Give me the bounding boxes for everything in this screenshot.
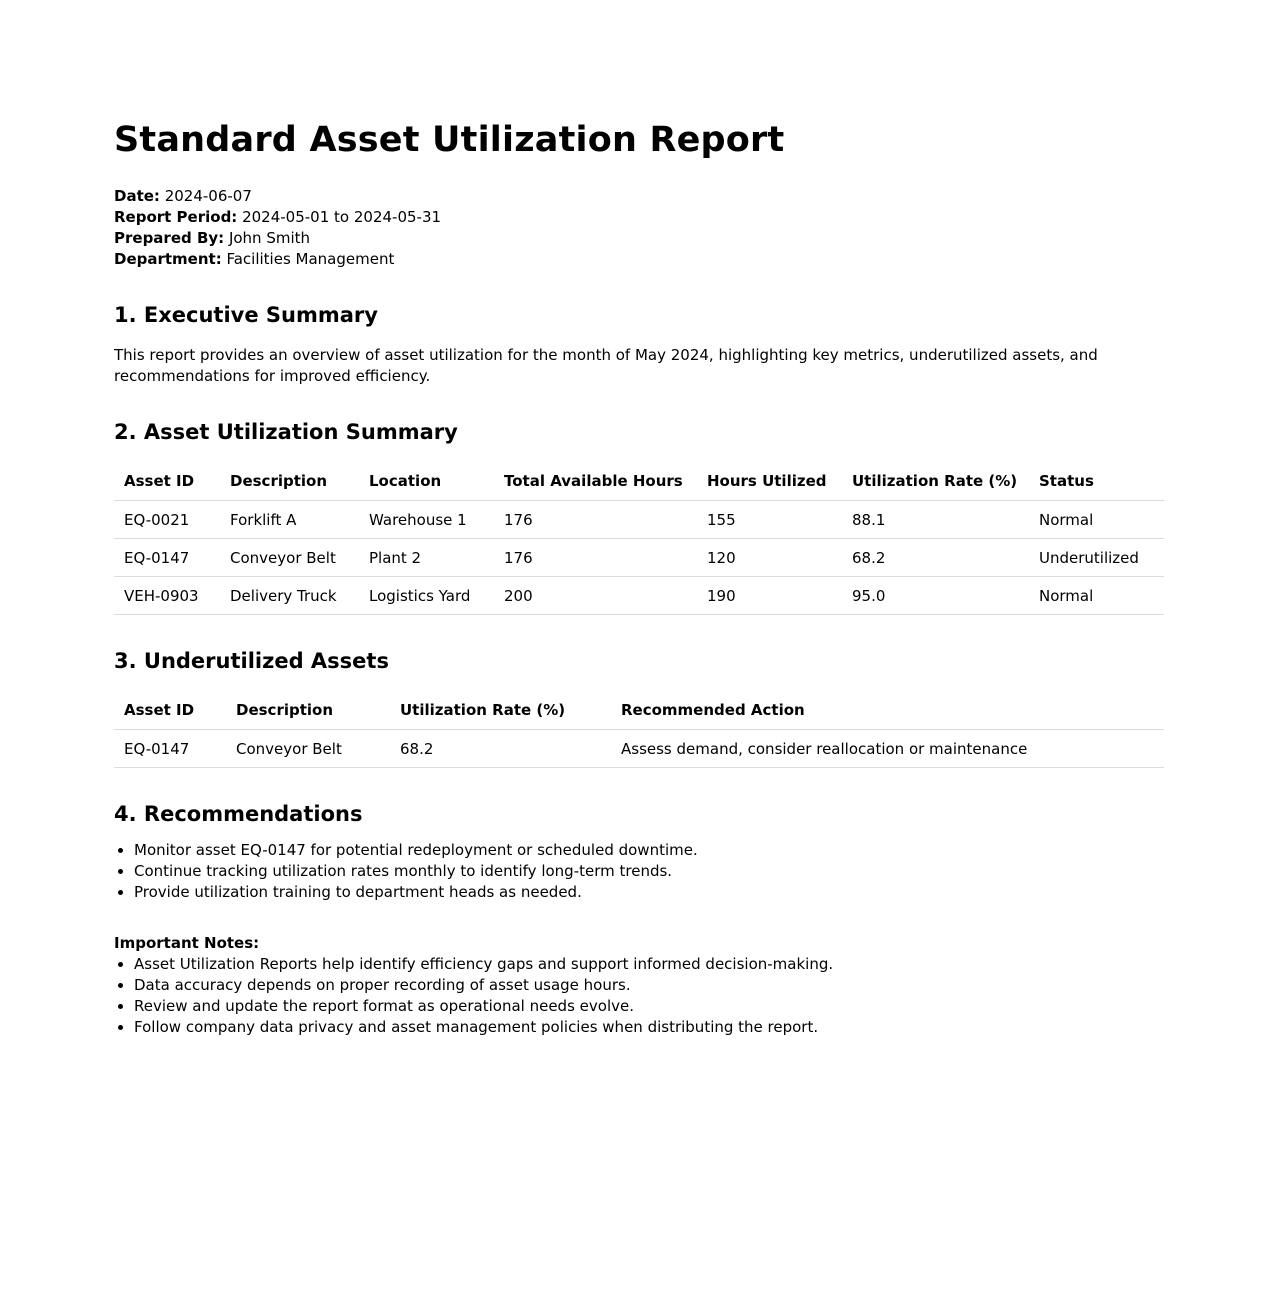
col-hours-utilized: Hours Utilized xyxy=(697,462,842,501)
cell-utilization-rate: 68.2 xyxy=(390,730,611,768)
cell-asset-id: VEH-0903 xyxy=(114,577,220,615)
cell-status: Normal xyxy=(1029,577,1164,615)
notes-title: Important Notes: xyxy=(114,934,260,952)
meta-department xyxy=(114,249,1164,270)
recommendations-heading: 4. Recommendations xyxy=(114,802,363,826)
cell-description: Delivery Truck xyxy=(220,577,359,615)
cell-status: Underutilized xyxy=(1029,539,1164,577)
col-asset-id: Asset ID xyxy=(114,691,226,730)
table-row xyxy=(114,539,1164,577)
cell-status: Normal xyxy=(1029,501,1164,539)
meta-prepared-label: Prepared By: xyxy=(114,229,225,247)
col-location: Location xyxy=(359,462,494,501)
list-item: • Data accuracy depends on proper recording of asset usage hours. xyxy=(134,975,1164,996)
col-status: Status xyxy=(1029,462,1164,501)
list-item: • Continue tracking utilization rates monthly to identify long-term trends. xyxy=(134,861,1164,882)
cell-asset-id: EQ-0147 xyxy=(114,539,220,577)
list-item: • Review and update the report format as operational needs evolve. xyxy=(134,996,1164,1017)
table-row xyxy=(114,730,1164,768)
cell-total-hours: 176 xyxy=(494,539,697,577)
important-notes xyxy=(114,933,1164,1038)
notes-list xyxy=(114,954,1164,1038)
recommendations-list xyxy=(114,840,1164,903)
meta-period-value: 2024-05-01 to 2024-05-31 xyxy=(242,208,442,226)
utilization-summary-heading: 2. Asset Utilization Summary xyxy=(114,420,458,444)
utilization-table xyxy=(114,462,1164,615)
cell-asset-id: EQ-0021 xyxy=(114,501,220,539)
meta-date xyxy=(114,186,1164,207)
cell-location: Plant 2 xyxy=(359,539,494,577)
cell-recommended-action: Assess demand, consider reallocation or maintenance xyxy=(611,730,1164,768)
cell-utilization-rate: 88.1 xyxy=(842,501,1029,539)
col-description: Description xyxy=(220,462,359,501)
col-description: Description xyxy=(226,691,390,730)
cell-description: Forklift A xyxy=(220,501,359,539)
list-item: • Asset Utilization Reports help identify efficiency gaps and support informed decision-making. xyxy=(134,954,1164,975)
meta-dept-label: Department: xyxy=(114,250,222,268)
col-utilization-rate: Utilization Rate (%) xyxy=(842,462,1029,501)
col-recommended-action: Recommended Action xyxy=(611,691,1164,730)
meta-date-label: Date: xyxy=(114,187,160,205)
meta-date-value: 2024-06-07 xyxy=(164,187,252,205)
underutilized-table-header xyxy=(114,691,1164,730)
list-item: • Monitor asset EQ-0147 for potential redeployment or scheduled downtime. xyxy=(134,840,1164,861)
cell-total-hours: 176 xyxy=(494,501,697,539)
cell-location: Logistics Yard xyxy=(359,577,494,615)
meta-prepared-value: John Smith xyxy=(228,229,311,247)
underutilized-table xyxy=(114,691,1164,768)
table-row xyxy=(114,577,1164,615)
cell-description: Conveyor Belt xyxy=(226,730,390,768)
cell-utilization-rate: 95.0 xyxy=(842,577,1029,615)
meta-dept-value: Facilities Management xyxy=(226,250,395,268)
cell-location: Warehouse 1 xyxy=(359,501,494,539)
cell-total-hours: 200 xyxy=(494,577,697,615)
executive-summary-heading: 1. Executive Summary xyxy=(114,303,378,327)
underutilized-assets-heading: 3. Underutilized Assets xyxy=(114,649,389,673)
page-title: Standard Asset Utilization Report xyxy=(114,120,785,160)
cell-hours-utilized: 190 xyxy=(697,577,842,615)
list-item: • Provide utilization training to department heads as needed. xyxy=(134,882,1164,903)
utilization-table-header xyxy=(114,462,1164,501)
meta-period xyxy=(114,207,1164,228)
cell-asset-id: EQ-0147 xyxy=(114,730,226,768)
executive-summary-text: This report provides an overview of asset utilization for the month of May 2024, highlighting key metrics, underutilized assets, and recommendations for improved efficiency. xyxy=(114,346,1098,385)
meta-period-label: Report Period: xyxy=(114,208,238,226)
col-utilization-rate: Utilization Rate (%) xyxy=(390,691,611,730)
col-asset-id: Asset ID xyxy=(114,462,220,501)
table-row xyxy=(114,501,1164,539)
cell-description: Conveyor Belt xyxy=(220,539,359,577)
list-item: • Follow company data privacy and asset management policies when distributing the report. xyxy=(134,1017,1164,1038)
cell-hours-utilized: 155 xyxy=(697,501,842,539)
cell-utilization-rate: 68.2 xyxy=(842,539,1029,577)
meta-prepared-by xyxy=(114,228,1164,249)
col-total-available-hours: Total Available Hours xyxy=(494,462,697,501)
cell-hours-utilized: 120 xyxy=(697,539,842,577)
report-meta xyxy=(114,186,1164,270)
